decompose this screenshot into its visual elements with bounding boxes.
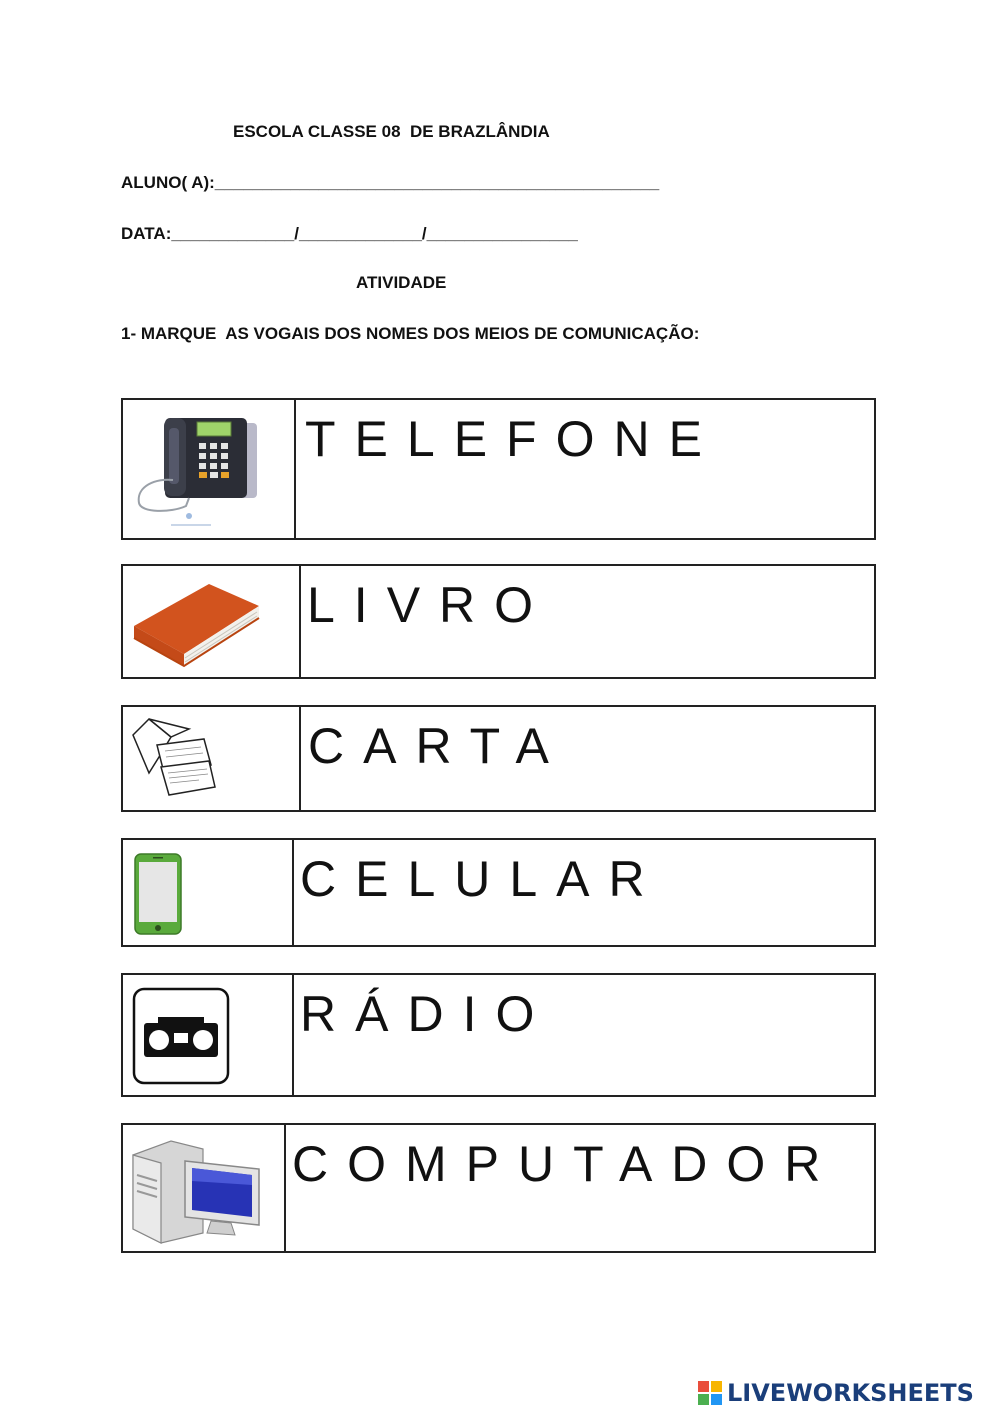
- computer-icon: [131, 1133, 271, 1245]
- item-row-telefone: [121, 398, 876, 540]
- item-row-computador: [121, 1123, 876, 1253]
- student-name-field[interactable]: ALUNO( A):_______________________________________________: [121, 173, 660, 192]
- image-cell: [123, 975, 294, 1095]
- school-name: ESCOLA CLASSE 08 DE BRAZLÂNDIA: [233, 122, 550, 141]
- word-carta[interactable]: CARTA: [308, 718, 568, 774]
- image-cell: [123, 400, 296, 538]
- item-row-livro: [121, 564, 876, 679]
- word-telefone[interactable]: TELEFONE: [305, 411, 721, 467]
- instruction-text: 1- MARQUE AS VOGAIS DOS NOMES DOS MEIOS DE COMUNICAÇÃO:: [121, 324, 700, 343]
- activity-title: ATIVIDADE: [356, 273, 447, 292]
- image-cell: [123, 566, 301, 677]
- cellphone-icon: [133, 852, 183, 937]
- word-radio[interactable]: RÁDIO: [300, 986, 554, 1042]
- telephone-icon: [131, 408, 281, 533]
- word-celular[interactable]: CELULAR: [300, 851, 664, 907]
- item-row-carta: [121, 705, 876, 812]
- brand-name: LIVEWORKSHEETS: [727, 1379, 974, 1407]
- word-livro[interactable]: LIVRO: [307, 577, 553, 633]
- radio-icon: [132, 987, 230, 1085]
- word-computador[interactable]: COMPUTADOR: [292, 1136, 840, 1192]
- item-row-celular: [121, 838, 876, 947]
- image-cell: [123, 707, 301, 810]
- image-cell: [123, 1125, 286, 1251]
- image-cell: [123, 840, 294, 945]
- item-row-radio: [121, 973, 876, 1097]
- book-icon: [129, 574, 264, 669]
- liveworksheets-logo[interactable]: [697, 1375, 974, 1411]
- letter-icon: [129, 715, 219, 805]
- liveworksheets-logo-icon: [697, 1380, 723, 1406]
- date-field[interactable]: DATA:_____________/_____________/________________: [121, 224, 578, 243]
